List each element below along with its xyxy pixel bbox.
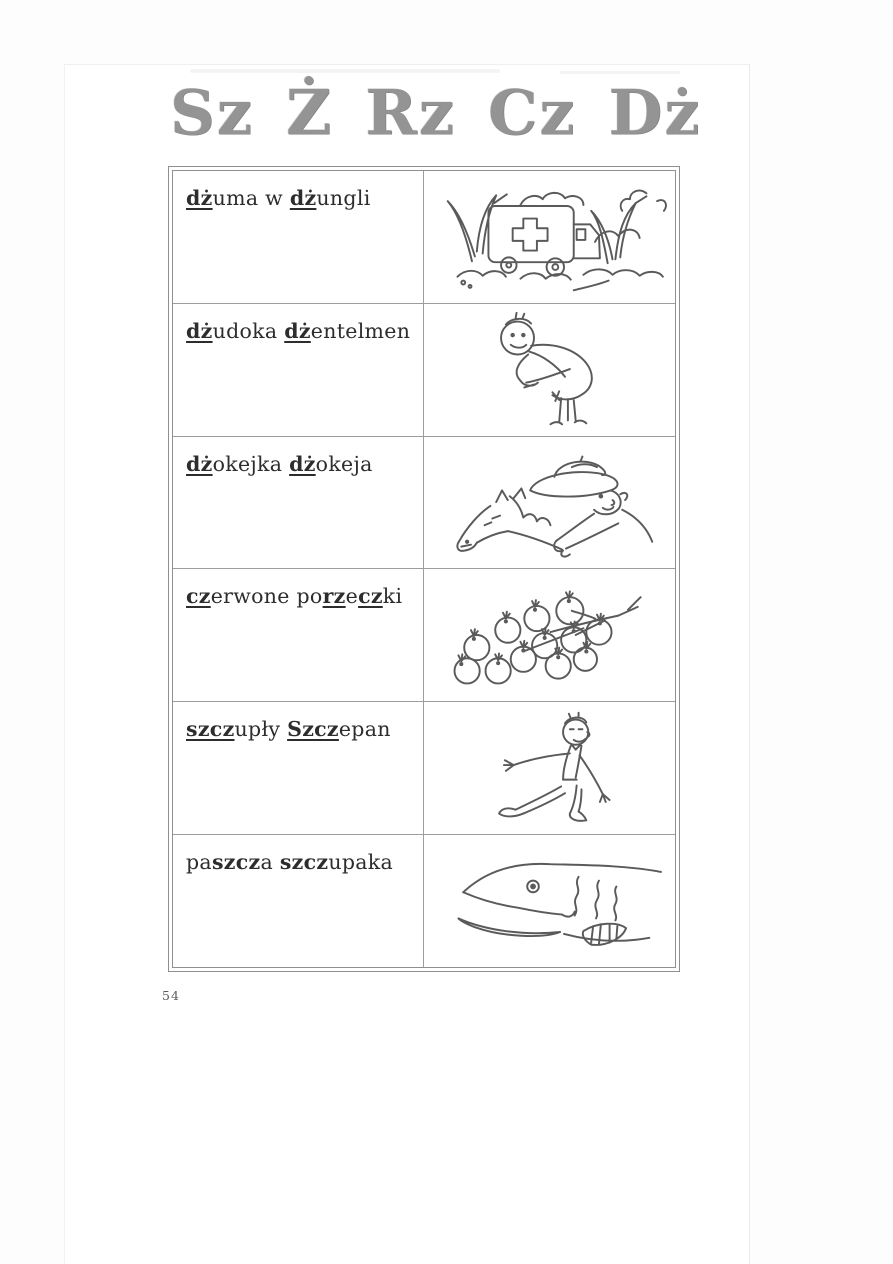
title-digraph-rz: Rz [365,76,456,149]
title-digraph-z-dot: Ż [285,76,334,149]
bowing-judoka-illustration [428,307,671,433]
illustration-cell [424,437,675,569]
practice-table [168,166,680,972]
phrase-cell [173,437,424,569]
phrase-segment: upły [234,717,288,742]
illustration-cell [424,835,675,967]
phrase-segment: pa [186,850,212,875]
phrase-segment: ki [382,584,403,609]
page-number: 54 [162,988,180,1003]
phrase-segment: cz [358,584,383,609]
phrase-segment: szcz [211,850,261,875]
phrase-cell [173,835,424,967]
phrase-segment: upaka [328,850,394,875]
phrase-segment: rz [322,584,346,609]
page-title [170,76,702,149]
phrase-segment: erwone po [210,584,323,609]
scan-smudge [560,71,680,74]
phrase-segment: dż [186,186,213,210]
phrase-segment: szcz [186,717,235,742]
title-digraph-cz: Cz [487,76,577,149]
phrase-segment: dż [186,318,213,343]
phrase-segment: dż [284,318,311,343]
slim-walking-man-illustration [428,705,671,831]
scan-smudge [190,69,500,73]
phrase-segment: epan [338,717,391,742]
title-digraph-sz: Sz [170,76,254,149]
table-row [173,569,675,702]
phrase-segment: ungli [316,186,371,210]
table-row [173,702,675,835]
phrase-segment: entelmen [310,318,411,343]
table-row [173,171,675,304]
jockey-on-horse-illustration [428,440,671,566]
phrase-segment: e [345,584,359,609]
illustration-cell [424,702,675,834]
phrase-cell [173,569,424,701]
phrase-segment: dż [289,186,317,210]
phrase-segment: cz [186,584,211,609]
phrase-segment: szcz [279,850,329,875]
phrase-segment: dż [289,451,316,476]
practice-table-body [172,170,676,968]
illustration-cell [424,569,675,701]
table-row [173,304,675,437]
phrase-segment: uma w [212,186,290,210]
phrase-segment: okejka [212,451,290,476]
phrase-segment: a [260,850,280,875]
pike-fish-head-illustration [428,838,671,964]
phrase-segment: okeja [315,451,373,476]
phrase-segment: udoka [212,318,285,343]
title-digraph-dz-dot: Dż [608,76,702,149]
ambulance-in-jungle-illustration [428,174,671,300]
phrase-cell [173,702,424,834]
phrase-segment: dż [186,451,213,476]
illustration-cell [424,171,675,303]
phrase-cell [173,171,424,303]
table-row [173,835,675,967]
phrase-segment: Szcz [287,717,339,742]
red-currants-illustration [428,572,671,698]
phrase-cell [173,304,424,436]
table-row [173,437,675,570]
illustration-cell [424,304,675,436]
